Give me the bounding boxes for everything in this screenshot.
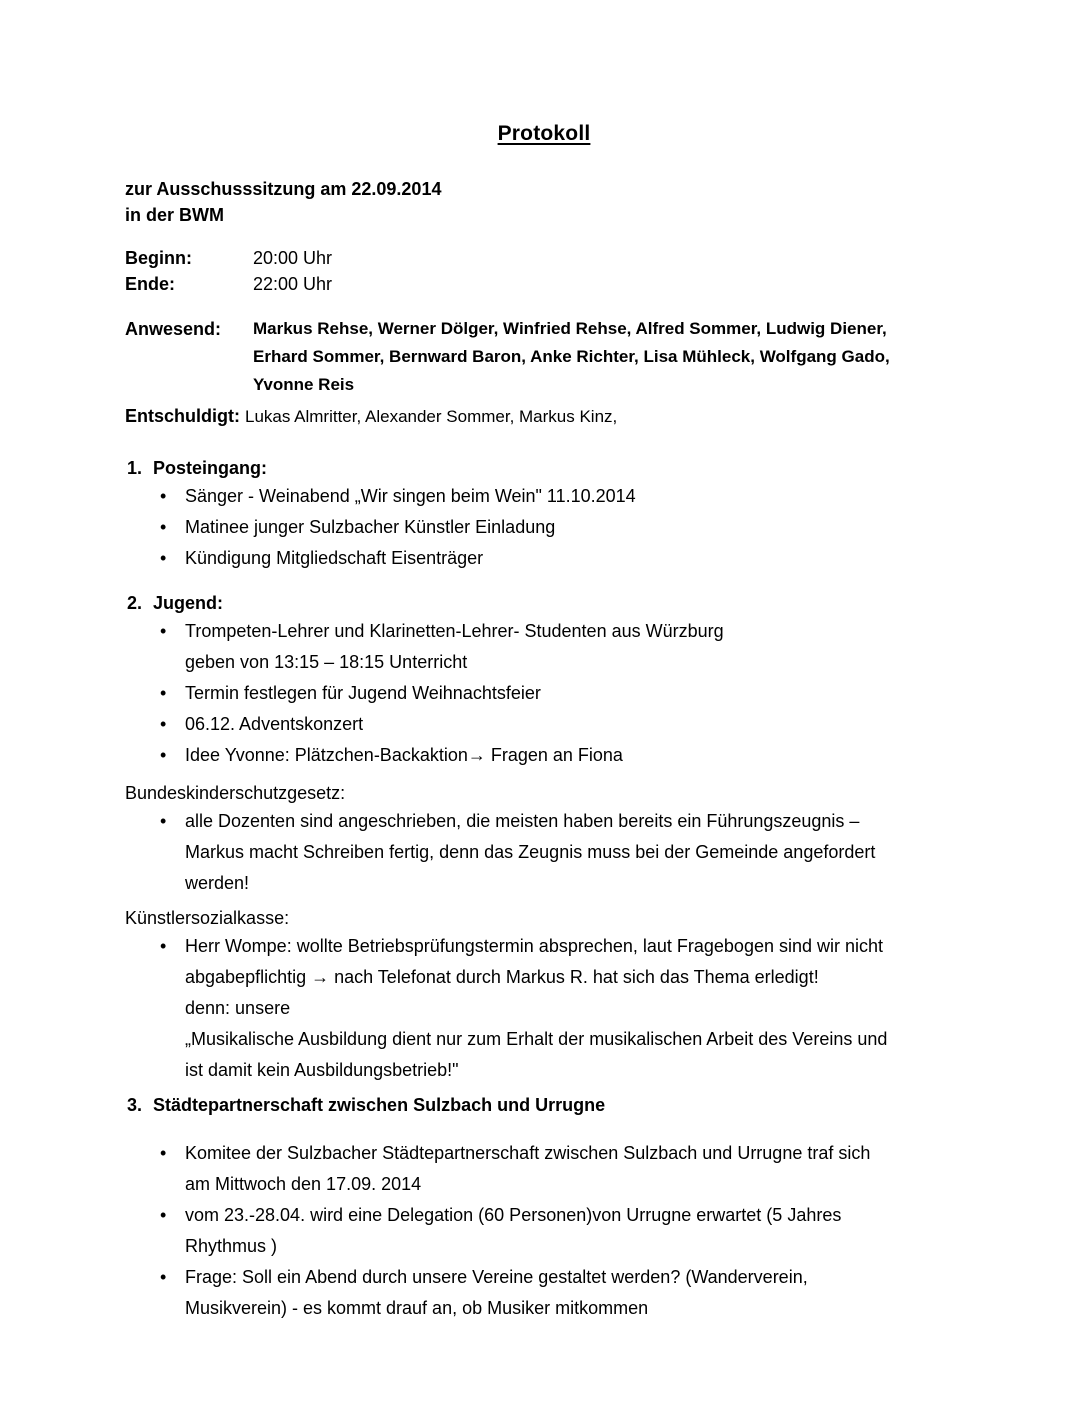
bullet-icon: • — [160, 486, 167, 506]
list-item-text: Frage: Soll ein Abend durch unsere Vereine gestaltet werden? (Wanderverein, Musikverein) - es kommt drauf an, ob Musiker mitkommen — [185, 1267, 808, 1318]
list-item-text: Termin festlegen für Jugend Weihnachtsfeier — [185, 683, 541, 703]
bullet-icon: • — [160, 1267, 167, 1287]
subsection-heading-bundeskinderschutzgesetz: Bundeskinderschutzgesetz: — [125, 783, 346, 803]
attendees-line: Erhard Sommer, Bernward Baron, Anke Richter, Lisa Mühleck, Wolfgang Gado, — [253, 347, 890, 366]
bullet-icon: • — [160, 936, 167, 956]
attendees-line: Markus Rehse, Werner Dölger, Winfried Rehse, Alfred Sommer, Ludwig Diener, — [253, 319, 887, 338]
bullet-icon: • — [160, 621, 167, 641]
bullet-icon: • — [160, 683, 167, 703]
section-3-bullet-list — [160, 1138, 970, 1324]
list-item — [160, 1138, 970, 1200]
list-item — [160, 678, 970, 709]
section-number-2: 2. — [127, 593, 143, 613]
attendees-names — [253, 315, 975, 399]
section-2-bullet-list — [160, 616, 970, 771]
list-item-text: Trompeten-Lehrer und Klarinetten-Lehrer- Studenten aus Würzburg geben von 13:15 – 18:15 Unterricht — [185, 621, 724, 672]
list-item-text: Matinee junger Sulzbacher Künstler Einladung — [185, 517, 556, 537]
excused-separator: : — [234, 406, 245, 426]
bullet-icon: • — [160, 1143, 167, 1163]
section-title-2: Jugend: — [153, 593, 223, 613]
list-item-text: alle Dozenten sind angeschrieben, die meisten haben bereits ein Führungszeugnis – Markus macht Schreiben fertig, denn das Zeugnis muss bei der Gemeinde angefordert werden! — [185, 811, 876, 893]
page-title-text: Protokoll — [497, 122, 591, 145]
list-item — [160, 1262, 970, 1324]
excused-label: Entschuldigt — [125, 406, 234, 426]
list-item — [160, 806, 970, 899]
end-time-label: Ende: — [125, 274, 176, 294]
section-heading-2 — [127, 590, 223, 616]
list-item-text: Komitee der Sulzbacher Städtepartnerschaft zwischen Sulzbach und Urrugne traf sich am Mittwoch den 17.09. 2014 — [185, 1143, 871, 1194]
kuenstlersozialkasse-bullet-list — [160, 931, 970, 1086]
end-time-row — [125, 271, 332, 297]
list-item-text: vom 23.-28.04. wird eine Delegation (60 Personen)von Urrugne erwartet (5 Jahres Rhythmus ) — [185, 1205, 842, 1256]
section-heading-3 — [127, 1092, 605, 1118]
section-title-1: Posteingang: — [153, 458, 268, 478]
meeting-subject-line-1: zur Ausschusssitzung am 22.09.2014 — [125, 179, 442, 199]
section-title-3: Städtepartnerschaft zwischen Sulzbach und Urrugne — [153, 1095, 606, 1115]
bullet-icon: • — [160, 745, 167, 765]
start-time-label: Beginn: — [125, 248, 192, 268]
start-time-row — [125, 245, 332, 271]
list-item — [160, 543, 970, 574]
list-item-text: Sänger - Weinabend „Wir singen beim Wein" 11.10.2014 — [185, 486, 636, 506]
list-item — [160, 481, 970, 512]
list-item-text: Herr Wompe: wollte Betriebsprüfungstermin absprechen, laut Fragebogen sind wir nicht abgabepflichtig → nach Telefonat durch Markus R. hat sich das Thema erledigt! denn: unsere „Musikalische Ausbildung dient nur zum Erhalt der musikalischen Arbeit des Vereins und ist damit kein Ausbildungsbetrieb!" — [185, 936, 888, 1080]
start-time-value: 20:00 Uhr — [253, 248, 333, 268]
bundeskinderschutzgesetz-bullet-list — [160, 806, 970, 899]
excused-names: Lukas Almritter, Alexander Sommer, Markus Kinz, — [245, 407, 618, 426]
subsection-heading-kuenstlersozialkasse: Künstlersozialkasse: — [125, 908, 290, 928]
list-item — [160, 931, 970, 1086]
list-item — [160, 512, 970, 543]
list-item-text: Idee Yvonne: Plätzchen-Backaktion→ Fragen an Fiona — [185, 745, 623, 765]
list-item-text: Kündigung Mitgliedschaft Eisenträger — [185, 548, 484, 568]
attendees-block — [125, 315, 975, 399]
section-1-bullet-list — [160, 481, 970, 574]
section-number-1: 1. — [127, 458, 143, 478]
list-item — [160, 740, 970, 771]
page-title — [0, 122, 1088, 146]
bullet-icon: • — [160, 714, 167, 734]
list-item-text: 06.12. Adventskonzert — [185, 714, 364, 734]
excused-block — [125, 404, 617, 429]
bullet-icon: • — [160, 1205, 167, 1225]
attendees-line: Yvonne Reis — [253, 375, 355, 394]
attendees-label: Anwesend: — [125, 319, 222, 339]
bullet-icon: • — [160, 548, 167, 568]
list-item — [160, 1200, 970, 1262]
end-time-value: 22:00 Uhr — [253, 274, 333, 294]
bullet-icon: • — [160, 517, 167, 537]
list-item — [160, 616, 970, 678]
section-number-3: 3. — [127, 1095, 143, 1115]
meeting-subject-line-2: in der BWM — [125, 205, 224, 225]
bullet-icon: • — [160, 811, 167, 831]
section-heading-1 — [127, 455, 267, 481]
list-item — [160, 709, 970, 740]
